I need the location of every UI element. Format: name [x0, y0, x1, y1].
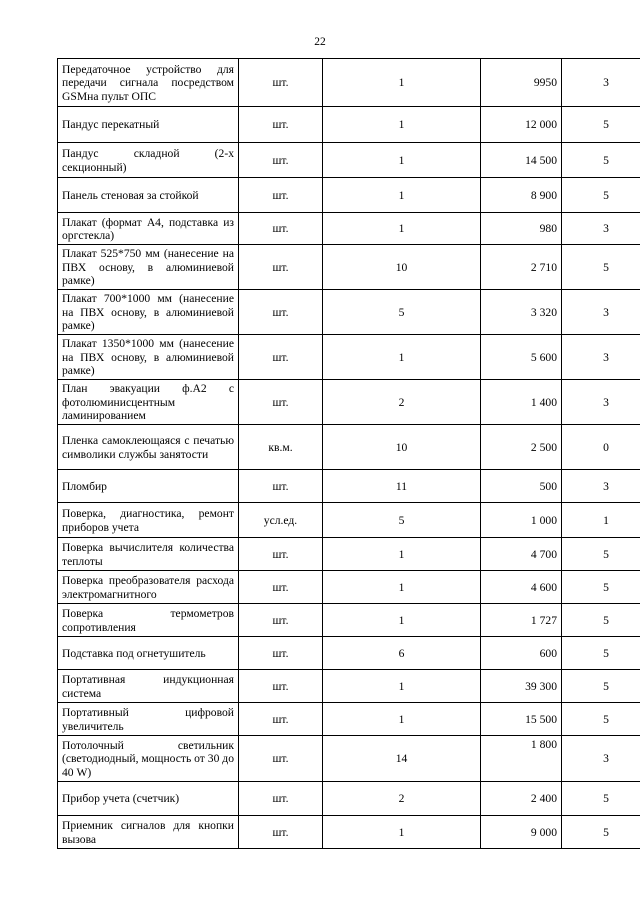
item-name: Потолочный светильник (светодиодный, мощность от 30 до 40 W) — [58, 736, 239, 782]
item-name: Портативный цифровой увеличитель — [58, 703, 239, 736]
item-name: Передаточное устройство для передачи сигнала посредством GSMна пульт ОПС — [58, 59, 239, 107]
item-unit: шт. — [239, 670, 323, 703]
item-quantity: 1 — [323, 213, 481, 245]
item-price: 3 320 — [481, 290, 562, 335]
table-row — [58, 213, 640, 245]
item-unit: шт. — [239, 470, 323, 503]
table-row — [58, 538, 640, 571]
item-quantity: 1 — [323, 107, 481, 143]
item-name: Поверка термометров сопротивления — [58, 604, 239, 637]
item-price: 12 000 — [481, 107, 562, 143]
item-unit: шт. — [239, 59, 323, 107]
table-row — [58, 503, 640, 538]
item-price: 980 — [481, 213, 562, 245]
items-table — [57, 58, 640, 849]
item-quantity: 14 — [323, 736, 481, 782]
item-quantity: 1 — [323, 604, 481, 637]
item-quantity: 2 — [323, 782, 481, 816]
table-row — [58, 470, 640, 503]
item-name: Пломбир — [58, 470, 239, 503]
item-unit: шт. — [239, 213, 323, 245]
item-name: Подставка под огнетушитель — [58, 637, 239, 670]
table-row — [58, 670, 640, 703]
item-price: 500 — [481, 470, 562, 503]
item-term: 3 — [562, 59, 640, 107]
item-name: Приемник сигналов для кнопки вызова — [58, 816, 239, 849]
item-term: 5 — [562, 604, 640, 637]
item-unit: шт. — [239, 703, 323, 736]
item-quantity: 1 — [323, 816, 481, 849]
item-quantity: 1 — [323, 178, 481, 213]
table-row — [58, 816, 640, 849]
item-term: 3 — [562, 736, 640, 782]
item-quantity: 1 — [323, 670, 481, 703]
item-price: 39 300 — [481, 670, 562, 703]
table-row — [58, 107, 640, 143]
item-price: 1 727 — [481, 604, 562, 637]
item-quantity: 5 — [323, 503, 481, 538]
item-term: 5 — [562, 245, 640, 290]
table-row — [58, 425, 640, 470]
item-name: План эвакуации ф.А2 с фотолюминисцентным ламинированием — [58, 380, 239, 425]
item-unit: кв.м. — [239, 425, 323, 470]
item-unit: шт. — [239, 782, 323, 816]
item-name: Плакат 1350*1000 мм (нанесение на ПВХ основу, в алюминиевой рамке) — [58, 335, 239, 380]
item-name: Прибор учета (счетчик) — [58, 782, 239, 816]
item-name: Плакат 700*1000 мм (нанесение на ПВХ основу, в алюминиевой рамке) — [58, 290, 239, 335]
table-row — [58, 637, 640, 670]
item-unit: шт. — [239, 571, 323, 604]
item-term: 5 — [562, 178, 640, 213]
item-unit: усл.ед. — [239, 503, 323, 538]
item-quantity: 1 — [323, 59, 481, 107]
item-term: 3 — [562, 290, 640, 335]
item-term: 5 — [562, 538, 640, 571]
item-quantity: 1 — [323, 703, 481, 736]
item-name: Пленка самоклеющаяся с печатью символики службы занятости — [58, 425, 239, 470]
item-name: Пандус складной (2-х секционный) — [58, 143, 239, 178]
item-term: 5 — [562, 703, 640, 736]
table-row — [58, 703, 640, 736]
item-unit: шт. — [239, 245, 323, 290]
item-unit: шт. — [239, 604, 323, 637]
item-term: 5 — [562, 670, 640, 703]
item-term: 5 — [562, 143, 640, 178]
item-unit: шт. — [239, 380, 323, 425]
item-term: 3 — [562, 335, 640, 380]
item-name: Пандус перекатный — [58, 107, 239, 143]
item-price: 4 700 — [481, 538, 562, 571]
item-term: 1 — [562, 503, 640, 538]
table-row — [58, 782, 640, 816]
item-quantity: 6 — [323, 637, 481, 670]
item-term: 5 — [562, 107, 640, 143]
item-term: 5 — [562, 816, 640, 849]
table-row — [58, 143, 640, 178]
table-row — [58, 245, 640, 290]
item-name: Поверка, диагностика, ремонт приборов учета — [58, 503, 239, 538]
item-price: 9950 — [481, 59, 562, 107]
item-quantity: 1 — [323, 571, 481, 604]
item-price: 600 — [481, 637, 562, 670]
item-unit: шт. — [239, 290, 323, 335]
table-row — [58, 335, 640, 380]
item-unit: шт. — [239, 143, 323, 178]
item-quantity: 1 — [323, 143, 481, 178]
item-price: 2 400 — [481, 782, 562, 816]
item-quantity: 10 — [323, 245, 481, 290]
item-unit: шт. — [239, 335, 323, 380]
item-name: Панель стеновая за стойкой — [58, 178, 239, 213]
item-unit: шт. — [239, 736, 323, 782]
item-price: 1 000 — [481, 503, 562, 538]
item-term: 5 — [562, 571, 640, 604]
item-name: Плакат 525*750 мм (нанесение на ПВХ основу, в алюминиевой рамке) — [58, 245, 239, 290]
item-price: 5 600 — [481, 335, 562, 380]
item-unit: шт. — [239, 538, 323, 571]
table-row — [58, 380, 640, 425]
table-row — [58, 178, 640, 213]
item-unit: шт. — [239, 816, 323, 849]
item-price: 2 710 — [481, 245, 562, 290]
item-term: 3 — [562, 470, 640, 503]
item-quantity: 2 — [323, 380, 481, 425]
item-unit: шт. — [239, 178, 323, 213]
table-row — [58, 571, 640, 604]
item-quantity: 5 — [323, 290, 481, 335]
item-price: 4 600 — [481, 571, 562, 604]
item-price: 14 500 — [481, 143, 562, 178]
item-price: 2 500 — [481, 425, 562, 470]
table-row — [58, 59, 640, 107]
item-term: 3 — [562, 213, 640, 245]
item-term: 5 — [562, 782, 640, 816]
item-term: 3 — [562, 380, 640, 425]
item-price: 15 500 — [481, 703, 562, 736]
item-unit: шт. — [239, 107, 323, 143]
item-price: 8 900 — [481, 178, 562, 213]
item-quantity: 1 — [323, 335, 481, 380]
table-row — [58, 604, 640, 637]
item-quantity: 10 — [323, 425, 481, 470]
item-quantity: 11 — [323, 470, 481, 503]
item-price: 9 000 — [481, 816, 562, 849]
page-number: 22 — [314, 36, 326, 48]
item-name: Портативная индукционная система — [58, 670, 239, 703]
table-row — [58, 290, 640, 335]
item-quantity: 1 — [323, 538, 481, 571]
item-unit: шт. — [239, 637, 323, 670]
item-name: Поверка преобразователя расхода электромагнитного — [58, 571, 239, 604]
item-name: Плакат (формат А4, подставка из оргстекла) — [58, 213, 239, 245]
item-term: 5 — [562, 637, 640, 670]
table-row — [58, 736, 640, 782]
item-name: Поверка вычислителя количества теплоты — [58, 538, 239, 571]
item-price: 1 800 — [481, 736, 562, 782]
item-term: 0 — [562, 425, 640, 470]
item-price: 1 400 — [481, 380, 562, 425]
